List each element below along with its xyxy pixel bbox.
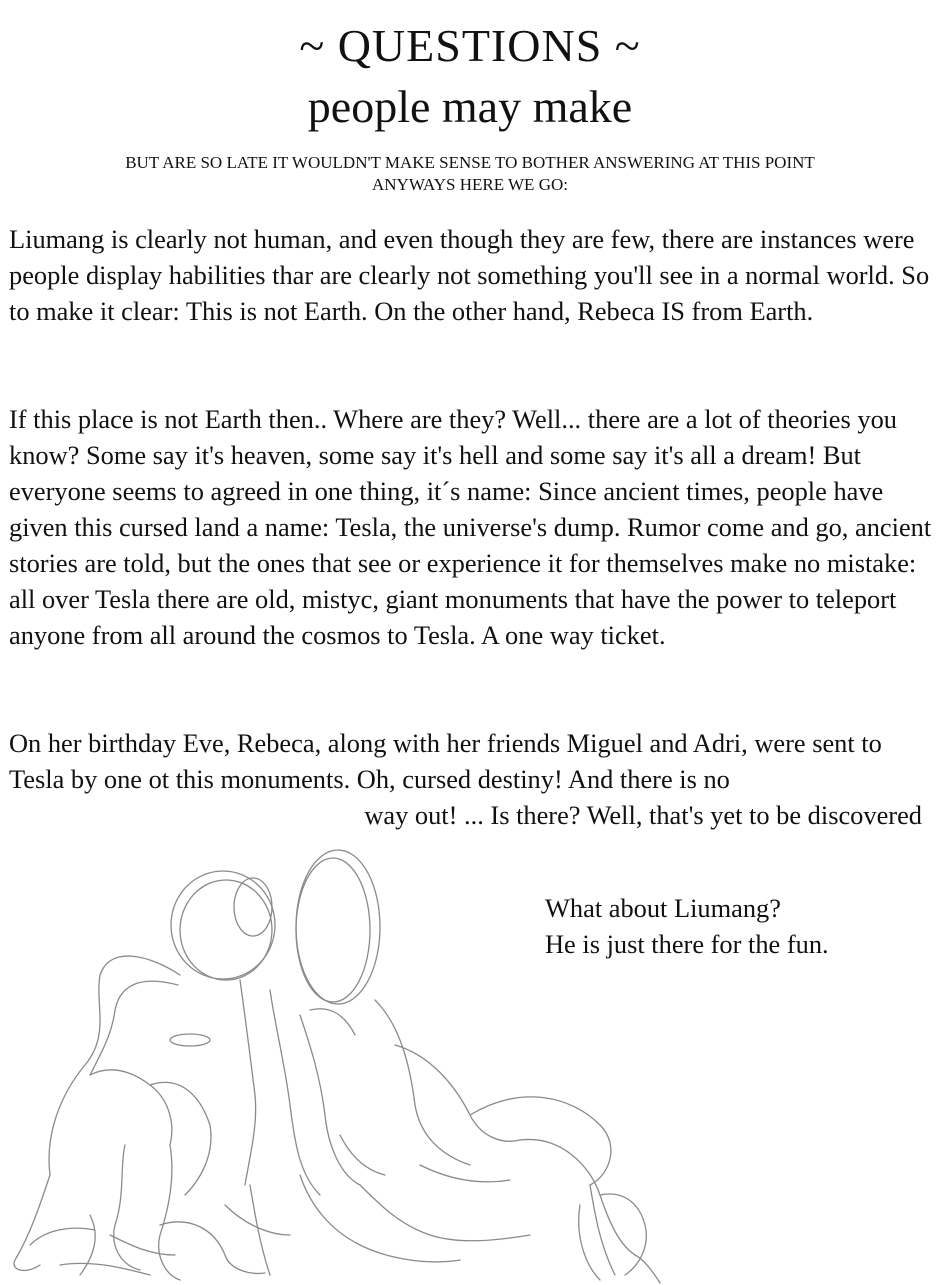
- paragraph-tesla: If this place is not Earth then.. Where are they? Well... there are a lot of theories you know? Some say it's heaven, some say it's hell and some say it's all a dream! But everyone seems to agreed in one thing, it´s name: Since ancient times, people have given this cursed land a name: Tesla, the universe's dump. Rumor come and go, ancient stories are told, but the ones that see or experience it for themselves make no mistake: all over Tesla there are old, mistyc, giant monuments that have the power to teleport anyone from all around the cosmos to Tesla. A one way ticket.: [9, 404, 932, 650]
- intro-note-line-1: BUT ARE SO LATE IT WOULDN'T MAKE SENSE TO BOTHER ANSWERING AT THIS POINT: [125, 153, 815, 172]
- paragraph-birthday: [9, 725, 934, 833]
- page-title: ~ QUESTIONS ~: [299, 20, 641, 71]
- intro-note-line-2: ANYWAYS HERE WE GO:: [372, 175, 568, 194]
- paragraph-birthday-tail: way out! ... Is there? Well, that's yet to be discovered: [364, 800, 922, 830]
- aside-answer: He is just there for the fun.: [545, 929, 829, 959]
- paragraph-birthday-main: On her birthday Eve, Rebeca, along with her friends Miguel and Adri, were sent to Tesla by one ot this monuments. Oh, cursed destiny! And there is no: [9, 728, 882, 794]
- paragraph-not-earth: Liumang is clearly not human, and even though they are few, there are instances were people display habilities thar are clearly not something you'll see in a normal world. So to make it clear: This is not Earth. On the other hand, Rebeca IS from Earth.: [9, 224, 930, 326]
- page-subtitle: people may make: [307, 81, 633, 132]
- aside-question: What about Liumang?: [545, 893, 781, 923]
- sketch-of-two-people-sitting-back-to-back-icon: [0, 835, 940, 1285]
- intro-note: [14, 152, 926, 196]
